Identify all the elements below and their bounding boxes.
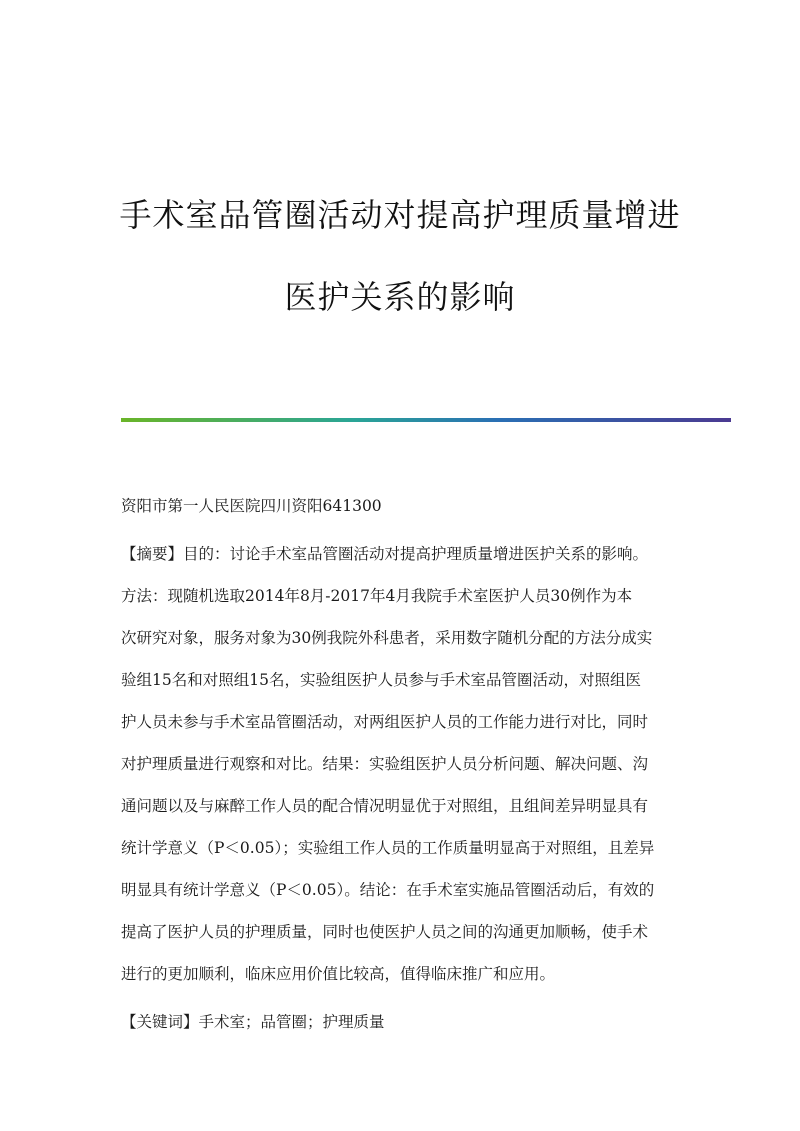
title-line-2: 医护关系的影响 (284, 278, 516, 316)
abstract-line: 对护理质量进行观察和对比。结果：实验组医护人员分析问题、解决问题、沟 (121, 755, 649, 773)
abstract-line: 通问题以及与麻醉工作人员的配合情况明显优于对照组，且组间差异明显具有 (121, 797, 649, 815)
abstract-line: 方法：现随机选取2014年8月-2017年4月我院手术室医护人员30例作为本 (121, 587, 633, 605)
abstract-line: 次研究对象，服务对象为30例我院外科患者，采用数字随机分配的方法分成实 (121, 629, 653, 647)
abstract-line: 统计学意义（P＜0.05）；实验组工作人员的工作质量明显高于对照组，且差异 (121, 839, 655, 857)
abstract-line: 进行的更加顺利，临床应用价值比较高，值得临床推广和应用。 (121, 965, 556, 983)
abstract-line: 护人员未参与手术室品管圈活动，对两组医护人员的工作能力进行对比，同时 (121, 713, 649, 731)
abstract-line: 明显具有统计学意义（P＜0.05）。结论：在手术室实施品管圈活动后，有效的 (121, 881, 655, 899)
abstract-line: 验组15名和对照组15名，实验组医护人员参与手术室品管圈活动，对照组医 (121, 671, 641, 689)
abstract-line: 提高了医护人员的护理质量，同时也使医护人员之间的沟通更加顺畅，使手术 (121, 923, 649, 941)
keywords: 【关键词】手术室；品管圈；护理质量 (121, 1013, 385, 1031)
gradient-divider (121, 418, 731, 422)
title-line-1: 手术室品管圈活动对提高护理质量增进 (119, 196, 681, 234)
author-affiliation: 资阳市第一人民医院四川资阳641300 (121, 497, 382, 515)
abstract-line: 【摘要】目的：讨论手术室品管圈活动对提高护理质量增进医护关系的影响。 (121, 545, 649, 563)
